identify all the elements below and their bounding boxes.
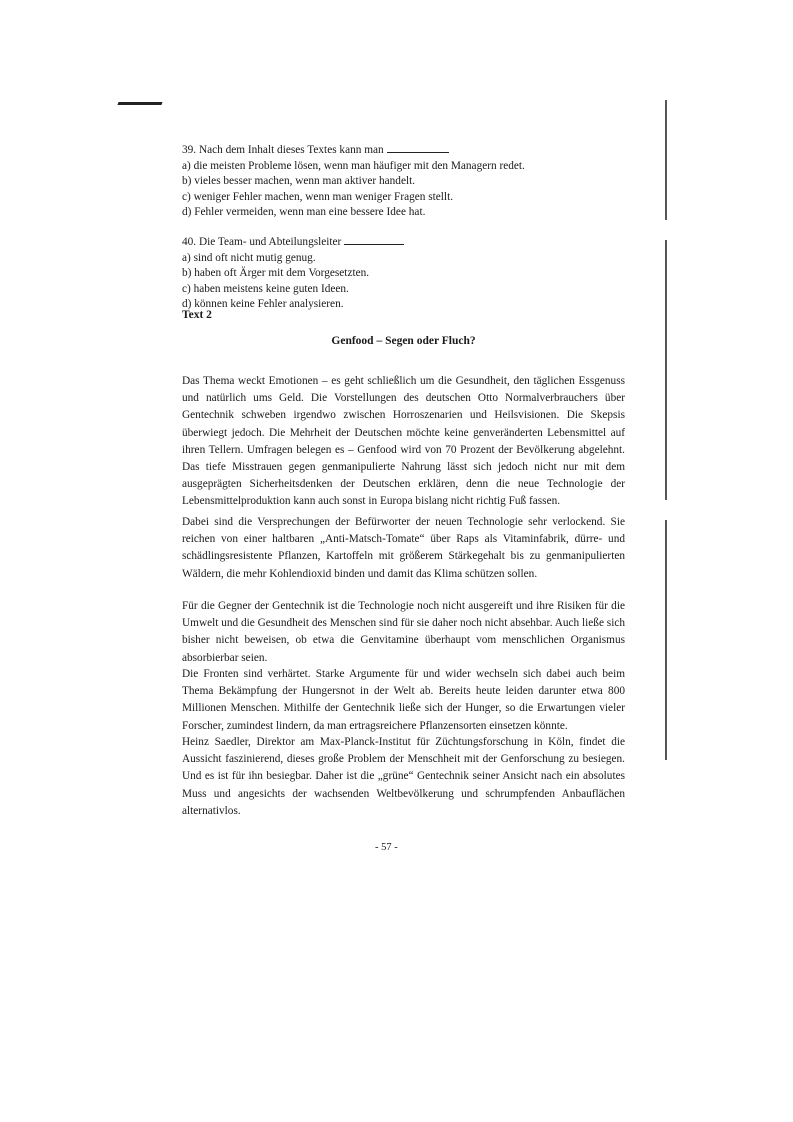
answer-blank (344, 235, 404, 245)
question-39 (182, 143, 642, 221)
paragraph: Für die Gegner der Gentechnik ist die Technologie noch nicht ausgereift und ihre Risiken für die Umwelt und die Gesundheit des Menschen sind für sie daher noch nicht absehbar. Auch ließe sich bisher nicht beweisen, ob etwa die Genvitamine überhaupt vom menschlichen Organismus absorbierbar seien. (182, 600, 625, 664)
question-40 (182, 235, 642, 313)
paragraph: Das Thema weckt Emotionen – es geht schließlich um die Gesundheit, den täglichen Essgenuss und natürlich ums Geld. Die Vorstellungen des deutschen Otto Normalverbrauchers über Gentechnik schweben irgendwo zwischen Horroszenarien und Heilsvisionen. Die Skepsis überwiegt jedoch. Die Mehrheit der Deutschen möchte keine genveränderten Lebensmittel auf ihren Tellern. Umfragen belegen es – Genfood wird von 70 Prozent der Bevölkerung abgelehnt. Das tiefe Misstrauen gegen genmanipulierte Nahrung lässt sich jedoch nicht nur mit dem ausgeprägten Sicherheitsdenken der Deutschen erklären, denn die neue Technologie der Lebensmittelproduktion kann auch sonst in Europa bislang nicht richtig Fuß fassen. (182, 375, 625, 508)
option: c) haben meistens keine guten Ideen. (182, 282, 349, 295)
option: d) können keine Fehler analysieren. (182, 298, 344, 311)
option: b) haben oft Ärger mit dem Vorgesetzten. (182, 267, 370, 280)
option: a) sind oft nicht mutig genug. (182, 251, 316, 264)
question-stem: 40. Die Team- und Abteilungsleiter (182, 236, 342, 248)
scan-edge-line (665, 520, 667, 760)
scan-mark (117, 102, 162, 105)
option: a) die meisten Probleme lösen, wenn man häufiger mit den Managern redet. (182, 159, 525, 172)
question-stem: 39. Nach dem Inhalt dieses Textes kann man (182, 144, 384, 156)
text-title: Genfood – Segen oder Fluch? (331, 335, 476, 347)
paragraph: Dabei sind die Versprechungen der Befürworter der neuen Technologie sehr verlockend. Sie reichen von einer haltbaren „Anti-Matsch-Tomate“ über Raps als Vitaminfabrik, dürre- und schädlingsresistente Pflanzen, Kartoffeln mit größerem Stärkegehalt bis zu genmanipulierten Wäldern, die mehr Kohlendioxid binden und damit das Klima schützen sollen. (182, 516, 625, 580)
answer-blank (387, 143, 449, 153)
paragraph: Heinz Saedler, Direktor am Max-Planck-Institut für Züchtungsforschung in Köln, findet die Aussicht faszinierend, dieses große Problem der Menschheit mit der Genforschung zu besiegen. Und es ist für ihn besiegbar. Daher ist die „grüne“ Gentechnik seiner Ansicht nach ein absolutes Muss und angesichts der wachsenden Weltbevölkerung und schrumpfenden Anbauflächen alternativlos. (182, 736, 625, 817)
option: d) Fehler vermeiden, wenn man eine bessere Idee hat. (182, 206, 426, 219)
scan-edge-line (665, 240, 667, 500)
option: b) vieles besser machen, wenn man aktiver handelt. (182, 175, 416, 188)
option: c) weniger Fehler machen, wenn man weniger Fragen stellt. (182, 190, 454, 203)
scan-edge-line (665, 100, 667, 220)
section-label: Text 2 (182, 309, 212, 321)
page-number: - 57 - (375, 842, 398, 853)
paragraph: Die Fronten sind verhärtet. Starke Argumente für und wider wechseln sich dabei auch beim Thema Bekämpfung der Hungersnot in der Welt ab. Bereits heute leiden darunter etwa 800 Millionen Menschen. Mithilfe der Gentechnik ließe sich der Hunger, so die Erwartungen vieler Forscher, zumindest lindern, da man ertragsreichere Pflanzensorten einsetzen könnte. (182, 668, 625, 732)
